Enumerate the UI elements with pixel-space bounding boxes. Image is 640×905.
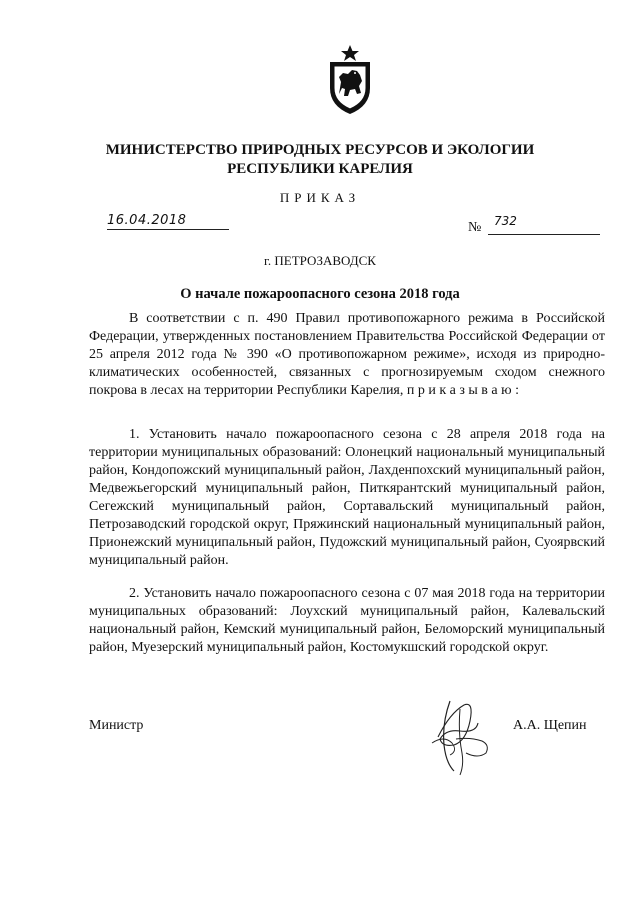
karelia-coat-of-arms-icon <box>324 44 376 116</box>
signatory-name: А.А. Щепин <box>513 718 587 733</box>
handwritten-signature <box>420 693 498 779</box>
document-type: ПРИКАЗ <box>279 190 361 205</box>
order-item-2-text: 2. Установить начало пожароопасного сезона с 07 мая 2018 года на территории муниципальных образований: Лоухский муниципальный район, Калевальский национальный район, Кемский муниципальный район, Беломорский муниципальный район, Муезерский муниципальный район, Костомукшский городской округ. <box>89 586 605 655</box>
city: г. ПЕТРОЗАВОДСК <box>264 253 376 268</box>
document-date: 16.04.2018 <box>107 213 187 228</box>
signatory-title: Министр <box>89 718 144 733</box>
order-item-1 <box>89 426 605 570</box>
document-subject: О начале пожароопасного сезона 2018 года <box>180 286 460 302</box>
document-number: 732 <box>494 214 517 228</box>
intro-text: В соответствии с п. 490 Правил противопожарного режима в Российской Федерации, утвержденных постановлением Правительства Российской Федерации от 25 апреля 2012 года № 390 «О противопожарном режиме», исходя из природно-климатических особенностей, связанных с прогнозируемым сходом снежного покрова в лесах на территории Республики Карелия, п р и к а з ы в а ю : <box>89 311 605 398</box>
order-item-2 <box>89 585 605 657</box>
date-underline <box>107 229 229 230</box>
intro-paragraph <box>89 310 605 400</box>
ministry-name-line2: РЕСПУБЛИКИ КАРЕЛИЯ <box>227 161 413 177</box>
ministry-name-line1: МИНИСТЕРСТВО ПРИРОДНЫХ РЕСУРСОВ И ЭКОЛОГИИ <box>105 142 535 158</box>
number-label: № <box>468 220 482 235</box>
order-item-1-text: 1. Установить начало пожароопасного сезона с 28 апреля 2018 года на территории муниципальных образований: Олонецкий национальный муниципальный район, Кондопожский муниципальный район, Лахденпохский муниципальный район, Медвежьегорский муниципальный район, Питкярантский муниципальный район, Сегежский муниципальный район, Сортавальский муниципальный район, Петрозаводский городской округ, Пряжинский национальный муниципальный район, Прионежский муниципальный район, Пудожский муниципальный район, Суоярвский муниципальный район. <box>89 427 605 568</box>
number-underline <box>488 234 600 235</box>
